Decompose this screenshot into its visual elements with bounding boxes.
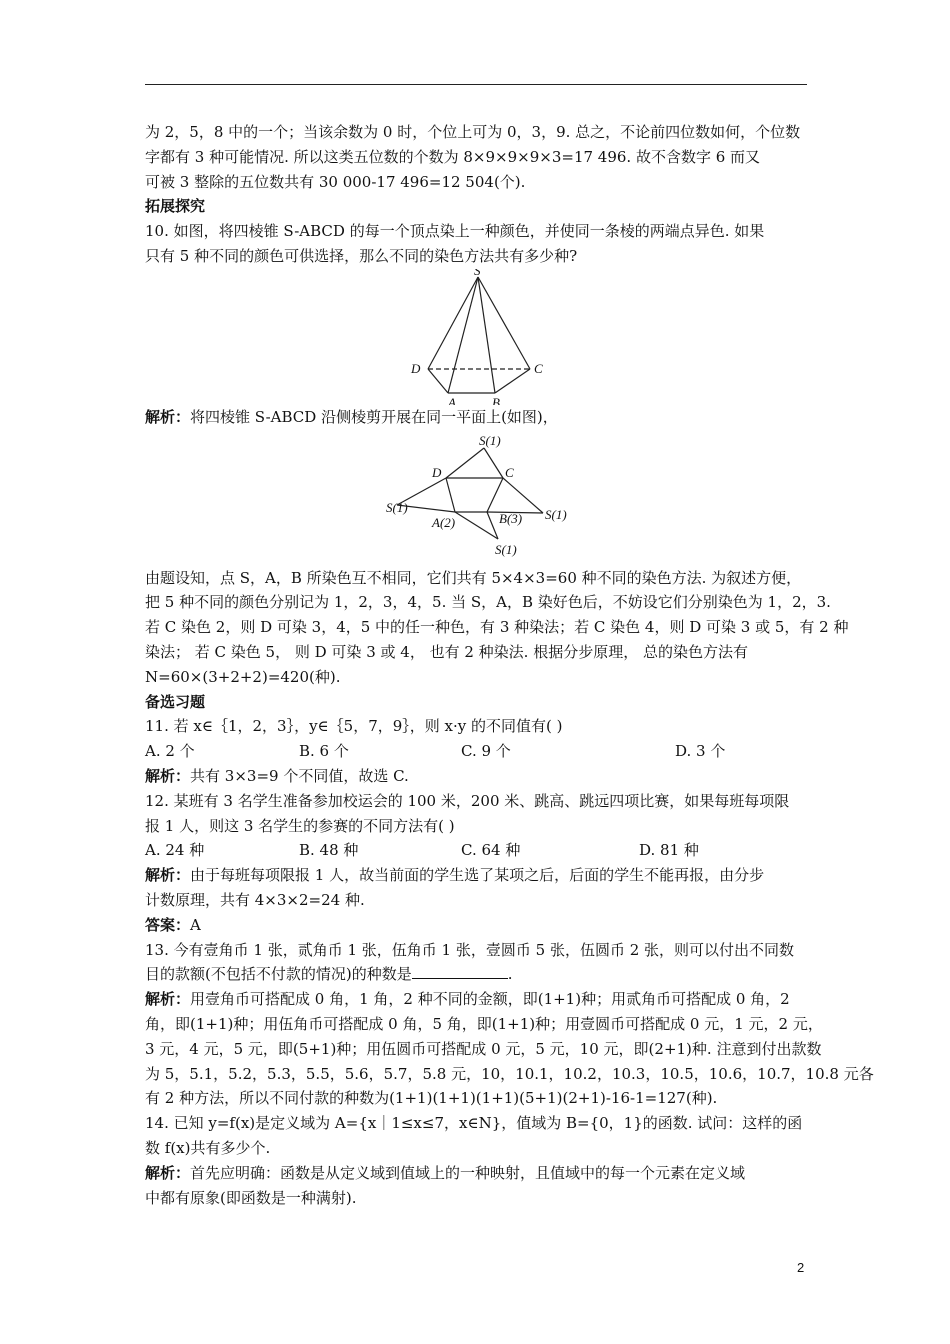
section-heading-extra: 备选习题 bbox=[145, 692, 206, 711]
question-10-line: 只有 5 种不同的颜色可供选择，那么不同的染色方法共有多少种? bbox=[145, 246, 578, 265]
question-13-end: . bbox=[507, 965, 513, 984]
label-A: A bbox=[448, 394, 456, 405]
option-c: C. 9 个 bbox=[461, 742, 511, 761]
answer-text: 用壹角币可搭配成 0 角，1 角，2 种不同的金额，即(1+1)种；用贰角币可搭配成 0 角，2 bbox=[190, 990, 790, 1009]
option-b: B. 48 种 bbox=[299, 841, 359, 860]
analysis-label: 解析： bbox=[145, 766, 191, 785]
analysis-label: 解析： bbox=[145, 1163, 191, 1182]
option-b: B. 6 个 bbox=[299, 742, 349, 761]
fill-in-blank[interactable] bbox=[412, 964, 508, 979]
label-B3: B(3) bbox=[499, 510, 523, 526]
option-a: A. 24 种 bbox=[145, 841, 205, 860]
answer-14-line bbox=[145, 1161, 815, 1186]
answer-10-line: 由题设知，点 S，A，B 所染色互不相同，它们共有 5×4×3=60 种不同的染色方法. 为叙述方便， bbox=[145, 568, 802, 587]
question-13-text: 目的款额(不包括不付款的情况)的种数是 bbox=[145, 965, 412, 984]
label-S1-right: S(1) bbox=[545, 506, 567, 522]
answer-text: 共有 3×3=9 个不同值，故选 C. bbox=[190, 766, 409, 785]
analysis-label: 解析： bbox=[145, 407, 191, 426]
answer-12-result bbox=[145, 913, 815, 938]
unfolded-figure bbox=[145, 430, 815, 566]
label-S1-left: S(1) bbox=[386, 499, 408, 515]
analysis-label: 解析： bbox=[145, 866, 191, 885]
option-d: D. 3 个 bbox=[675, 742, 726, 761]
question-13-line: 13. 今有壹角币 1 张，贰角币 1 张，伍角币 1 张，壹圆币 5 张，伍圆币 2 张，则可以付出不同数 bbox=[145, 940, 795, 959]
pyramid-figure bbox=[145, 269, 815, 405]
answer-13-line: 为 5，5.1，5.2，5.3，5.5，5.6，5.7，5.8 元，10，10.1，10.2，10.3，10.5，10.6，10.7，10.8 元各 bbox=[145, 1064, 874, 1083]
label-S1-top: S(1) bbox=[479, 432, 501, 448]
answer-10-line: 把 5 种不同的颜色分别记为 1，2，3，4，5. 当 S，A，B 染好色后，不妨设它们分别染色为 1，2，3. bbox=[145, 593, 831, 612]
header-rule bbox=[145, 84, 807, 85]
answer-label: 答案： bbox=[145, 915, 191, 934]
label-A2: A(2) bbox=[432, 514, 456, 530]
answer-text: 首先应明确：函数是从定义域到值域上的一种映射，且值域中的每一个元素在定义域 bbox=[190, 1163, 746, 1182]
answer-12-line: 计数原理，共有 4×3×2=24 种. bbox=[145, 890, 365, 909]
text-line: 字都有 3 种可能情况. 所以这类五位数的个数为 8×9×9×9×3=17 496. 故不含数字 6 而又 bbox=[145, 147, 761, 166]
question-11-options bbox=[145, 739, 815, 764]
option-c: C. 64 种 bbox=[461, 841, 521, 860]
answer-14-line: 中都有原象(即函数是一种满射). bbox=[145, 1188, 357, 1207]
answer-11 bbox=[145, 764, 815, 789]
answer-10-line: 染法； 若 C 染色 5， 则 D 可染 3 或 4， 也有 2 种染法. 根据分步原理， 总的染色方法有 bbox=[145, 642, 748, 661]
question-12-line: 报 1 人，则这 3 名学生的参赛的不同方法有( ) bbox=[145, 816, 455, 835]
label-D: D bbox=[432, 464, 442, 480]
question-14-line: 数 f(x)共有多少个. bbox=[145, 1138, 271, 1157]
text-line: 为 2，5，8 中的一个；当该余数为 0 时，个位上可为 0，3，9. 总之，不论前四位数如何，个位数 bbox=[145, 123, 801, 141]
answer-13-line: 角，即(1+1)种；用伍角币可搭配成 0 角，5 角，即(1+1)种；用壹圆币可搭配成 0 元，1 元，2 元， bbox=[145, 1014, 823, 1033]
analysis-label: 解析： bbox=[145, 990, 191, 1009]
text-line: 可被 3 整除的五位数共有 30 000-17 496=12 504(个). bbox=[145, 172, 526, 191]
answer-text: 由于每班每项限报 1 人，故当前面的学生选了某项之后，后面的学生不能再报，由分步 bbox=[190, 866, 765, 885]
answer-13-line bbox=[145, 987, 815, 1012]
section-heading-extend: 拓展探究 bbox=[145, 197, 206, 216]
pyramid-diagram bbox=[145, 269, 815, 405]
label-S1-bottom: S(1) bbox=[495, 541, 517, 557]
unfolded-diagram bbox=[145, 430, 815, 566]
label-S: S bbox=[474, 268, 481, 278]
question-10-line: 10. 如图，将四棱锥 S-ABCD 的每一个顶点染上一种颜色，并使同一条棱的两端点异色. 如果 bbox=[145, 222, 765, 241]
page-content bbox=[145, 120, 874, 1210]
label-D: D bbox=[411, 360, 421, 376]
question-14-line: 14. 已知 y=f(x)是定义域为 A={x｜1≤x≤7，x∈N}，值域为 B={0，1}的函数. 试问：这样的函 bbox=[145, 1114, 803, 1133]
label-C: C bbox=[505, 464, 514, 480]
label-B: B bbox=[492, 394, 500, 405]
answer-10-line: 若 C 染色 2，则 D 可染 3，4，5 中的任一种色，有 3 种染法；若 C 染色 4，则 D 可染 3 或 5，有 2 种 bbox=[145, 618, 849, 637]
page-number: 2 bbox=[797, 1260, 805, 1275]
answer-10-line: N=60×(3+2+2)=420(种). bbox=[145, 667, 341, 686]
answer-value: A bbox=[190, 915, 201, 934]
question-12-options bbox=[145, 838, 815, 863]
label-C: C bbox=[534, 360, 543, 376]
answer-12-line bbox=[145, 863, 815, 888]
answer-10-line bbox=[145, 405, 815, 430]
question-13-line bbox=[145, 962, 815, 987]
option-a: A. 2 个 bbox=[145, 742, 195, 761]
answer-13-line: 有 2 种方法，所以不同付款的种数为(1+1)(1+1)(1+1)(5+1)(2+1)-16-1=127(种). bbox=[145, 1089, 718, 1108]
question-11: 11. 若 x∈｛1，2，3｝，y∈｛5，7，9｝，则 x·y 的不同值有( ) bbox=[145, 717, 563, 736]
option-d: D. 81 种 bbox=[639, 841, 699, 860]
answer-text: 将四棱锥 S-ABCD 沿侧棱剪开展在同一平面上(如图)， bbox=[190, 407, 558, 426]
answer-13-line: 3 元，4 元，5 元，即(5+1)种；用伍圆币可搭配成 0 元，5 元，10 元，即(2+1)种. 注意到付出款数 bbox=[145, 1039, 822, 1058]
question-12-line: 12. 某班有 3 名学生准备参加校运会的 100 米，200 米、跳高、跳远四项比赛，如果每班每项限 bbox=[145, 791, 790, 810]
